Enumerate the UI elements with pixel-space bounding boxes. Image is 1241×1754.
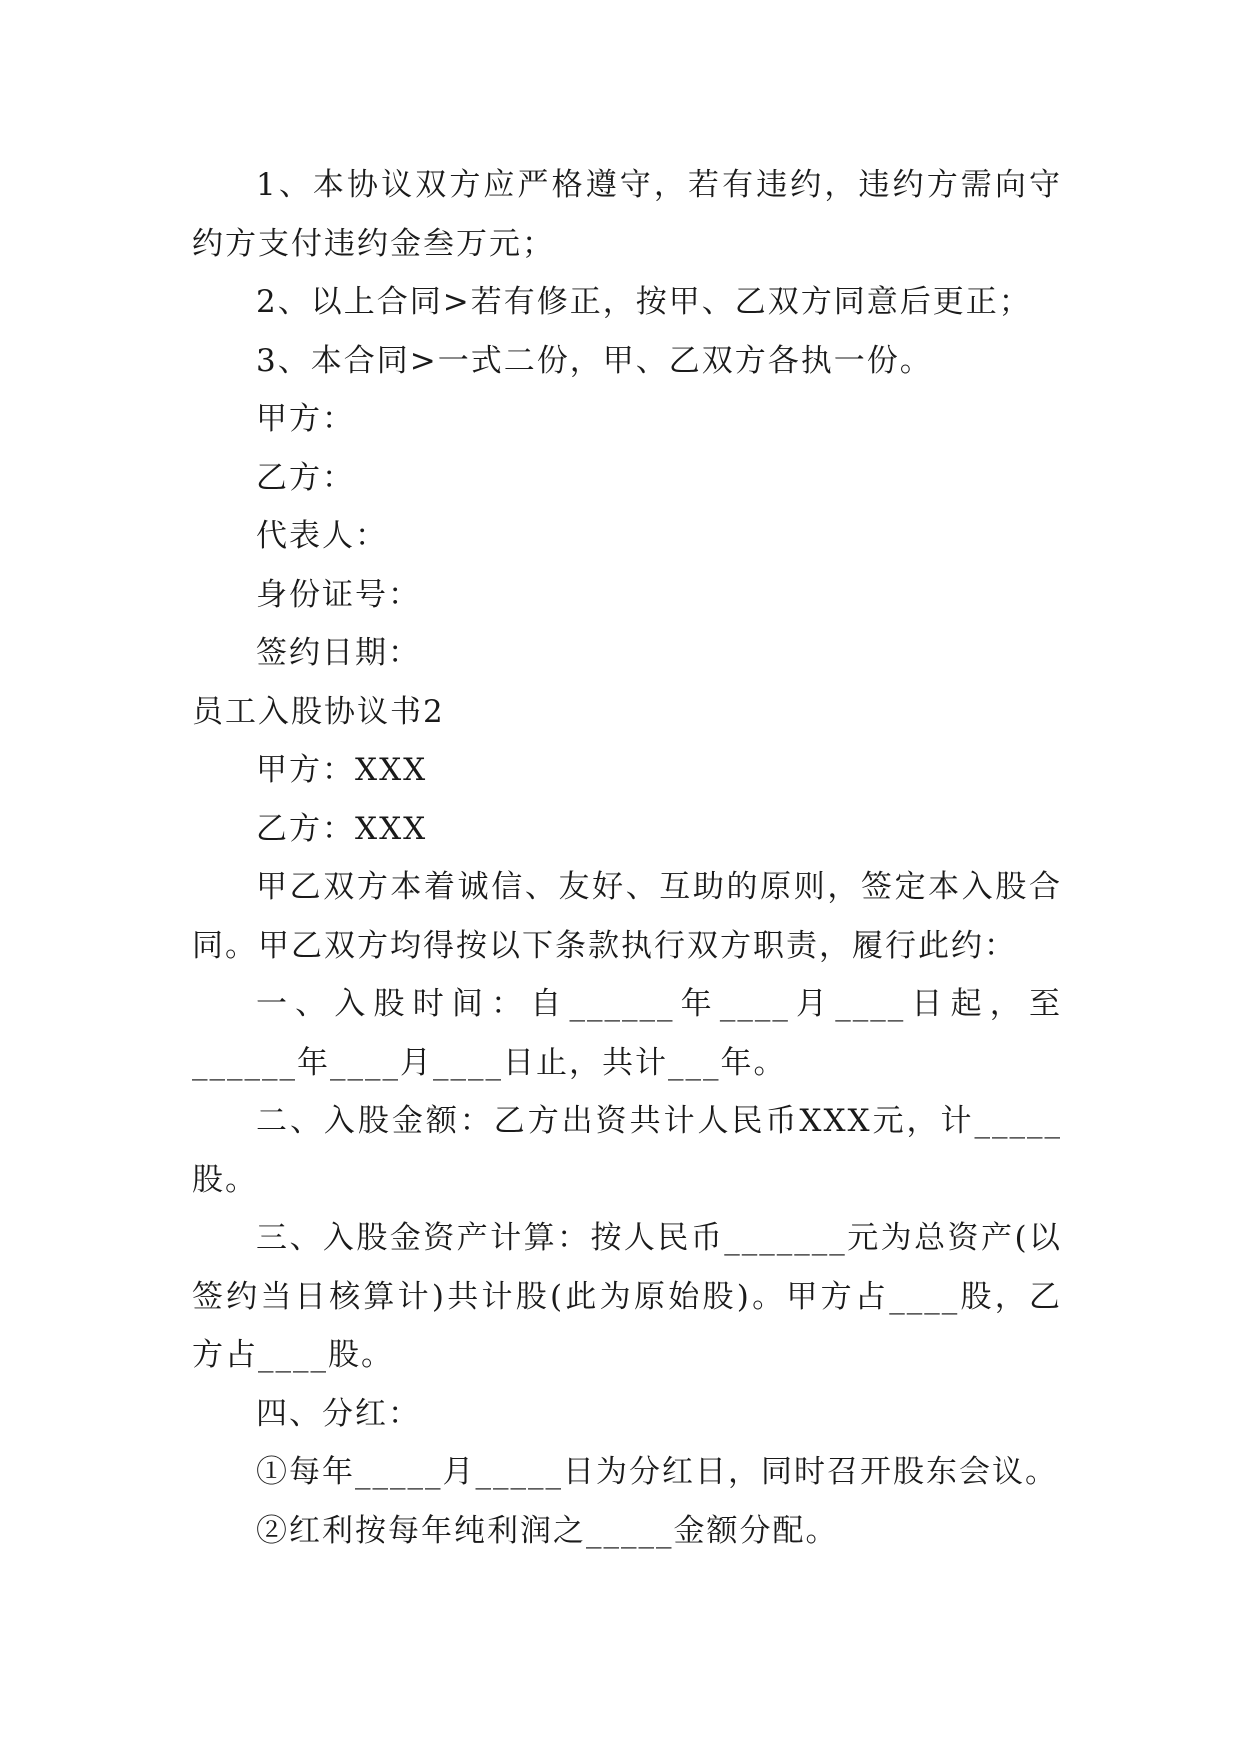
article-4-dividend: 四、分红： <box>256 1395 421 1432</box>
party-b-line: 乙方： <box>256 459 355 496</box>
clause-1: 1、本协议双方应严格遵守，若有违约，违约方需向守约方支付违约金叁万元； <box>192 167 1062 262</box>
clause-3: 3、本合同>一式二份，甲、乙双方各执一份。 <box>256 342 933 379</box>
article-1-term: 一、入股时间：自______年____月____日起，至______年____月____日止，共计___年。 <box>192 986 1062 1081</box>
party-a-name: 甲方：XXX <box>256 752 428 788</box>
document-body <box>192 156 1062 1560</box>
article-2-amount: 二、入股金额：乙方出资共计人民币XXX元，计_____股。 <box>192 1103 1062 1198</box>
preamble: 甲乙双方本着诚信、友好、互助的原则，签定本入股合同。甲乙双方均得按以下条款执行双方职责，履行此约： <box>192 869 1062 964</box>
id-number-line: 身份证号： <box>256 576 421 613</box>
dividend-item-2: ②红利按每年纯利润之_____金额分配。 <box>256 1512 839 1549</box>
representative-line: 代表人： <box>256 518 388 554</box>
section-title: 员工入股协议书2 <box>192 693 445 730</box>
signing-date-line: 签约日期： <box>256 635 421 671</box>
article-3-assets: 三、入股金资产计算：按人民币_______元为总资产(以签约当日核算计)共计股(此为原始股)。甲方占____股，乙方占____股。 <box>192 1220 1062 1373</box>
party-b-name: 乙方：XXX <box>256 810 428 847</box>
clause-2: 2、以上合同>若有修正，按甲、乙双方同意后更正； <box>256 284 1032 320</box>
dividend-item-1: ①每年_____月_____日为分红日，同时召开股东会议。 <box>256 1454 1058 1490</box>
party-a-line: 甲方： <box>256 401 355 437</box>
